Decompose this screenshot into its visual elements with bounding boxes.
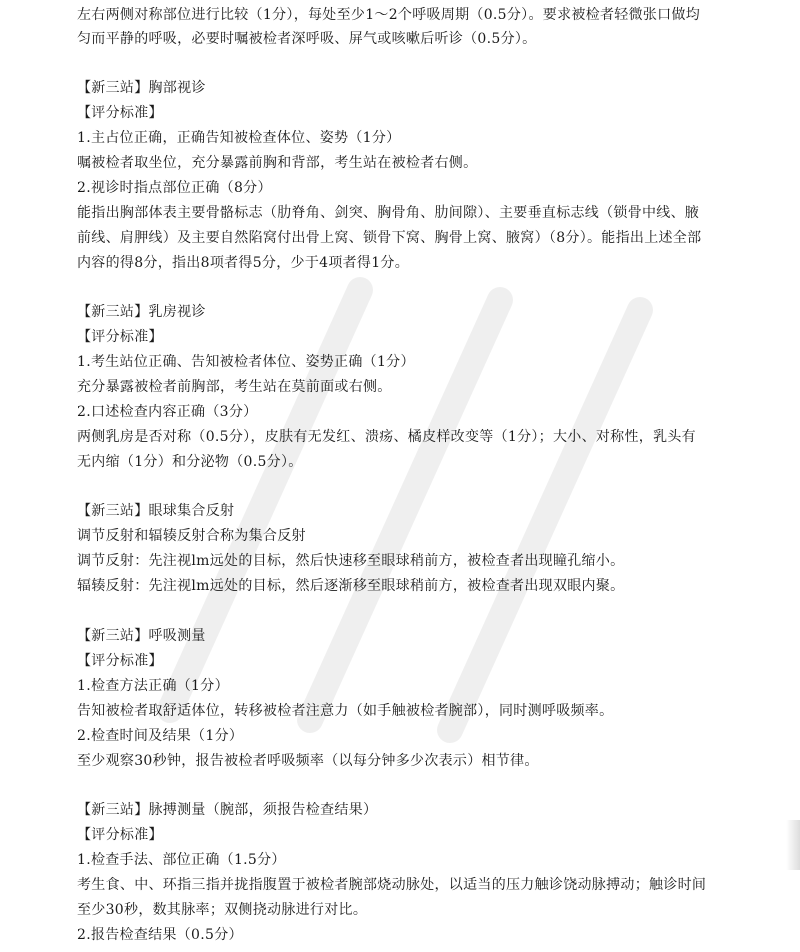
scan-edge-shadow [786,820,800,870]
text-line-25: 告知被检者取舒适体位，转移被检者注意力（如手触被检者腕部），同时测呼吸频率。 [77,703,614,719]
scoring-criteria-heading: 【评分标准】 [77,329,163,345]
text-line-27: 至少观察30秒钟，报告被检者呼吸频率（以每分钟多少次表示）相节律。 [77,753,539,769]
section-title-convergence-reflex: 【新三站】眼球集合反射 [77,503,235,519]
section-title-pulse: 【新三站】脉搏测量（腕部，须报告检查结果） [77,802,378,818]
section-title-respiration: 【新三站】呼吸测量 [77,628,206,644]
text-line-6: 嘱被检者取坐位，充分暴露前胸和背部，考生站在被检者右侧。 [77,155,478,171]
text-line-30: 1.检查手法、部位正确（1.5分） [77,852,286,868]
scoring-criteria-heading: 【评分标准】 [77,105,163,121]
text-line-10: 内容的得8分，指出8项者得5分，少于4项者得1分。 [77,255,410,271]
watermark-graphic [110,250,710,750]
text-line-24: 1.检查方法正确（1分） [77,678,229,694]
text-line-8: 能指出胸部体表主要骨骼标志（肋脊角、剑突、胸骨角、肋间隙）、主要垂直标志线（锁骨中线、腋 [77,205,700,221]
scoring-criteria-heading: 【评分标准】 [77,653,163,669]
text-line-13: 1.考生站位正确、告知被检者体位、姿势正确（1分） [77,354,415,370]
section-title-breast-inspection: 【新三站】乳房视诊 [77,304,206,320]
text-line-2: 匀而平静的呼吸，必要时嘱被检者深呼吸、屏气或咳嗽后听诊（0.5分）。 [77,31,537,47]
text-line-31: 考生食、中、环指三指并拢指腹置于被检者腕部烧动脉处，以适当的压力触诊饶动脉搏动；触诊时间 [77,877,707,893]
text-line-17: 无内缩（1分）和分泌物（0.5分）。 [77,454,303,470]
text-line-5: 1.主占位正确，正确告知被检查体位、姿势（1分） [77,130,401,146]
text-line-9: 前线、肩胛线）及主要自然陷窝付出骨上窝、锁骨下窝、胸骨上窝、腋窝）（8分）。能指出上述全部 [77,230,702,246]
text-line-14: 充分暴露被检者前胸部，考生站在莫前面或右侧。 [77,379,392,395]
text-line-7: 2.视诊时指点部位正确（8分） [77,180,272,196]
text-line-26: 2.检查时间及结果（1分） [77,728,244,744]
scoring-criteria-heading: 【评分标准】 [77,827,163,843]
text-line-32: 至少30秒，数其脉率；双侧挠动脉进行对比。 [77,902,368,918]
text-line-1: 左右两侧对称部位进行比较（1分），每处至少1～2个呼吸周期（0.5分）。要求被检者轻微张口做均 [77,7,701,23]
text-line-19: 调节反射和辐辏反射合称为集合反射 [77,528,306,544]
text-line-33: 2.报告检查结果（0.5分） [77,927,243,943]
text-line-16: 两侧乳房是否对称（0.5分），皮肤有无发红、溃疡、橘皮样改变等（1分）；大小、对称性，乳头有 [77,429,696,445]
section-title-chest-inspection: 【新三站】胸部视诊 [77,80,206,96]
text-line-20: 调节反射：先注视lm远处的目标，然后快速移至眼球稍前方，被检查者出现瞳孔缩小。 [77,553,625,569]
text-line-21: 辐辏反射：先注视lm远处的目标，然后逐渐移至眼球稍前方，被检查者出现双眼内聚。 [77,578,625,594]
text-line-15: 2.口述检查内容正确（3分） [77,404,258,420]
